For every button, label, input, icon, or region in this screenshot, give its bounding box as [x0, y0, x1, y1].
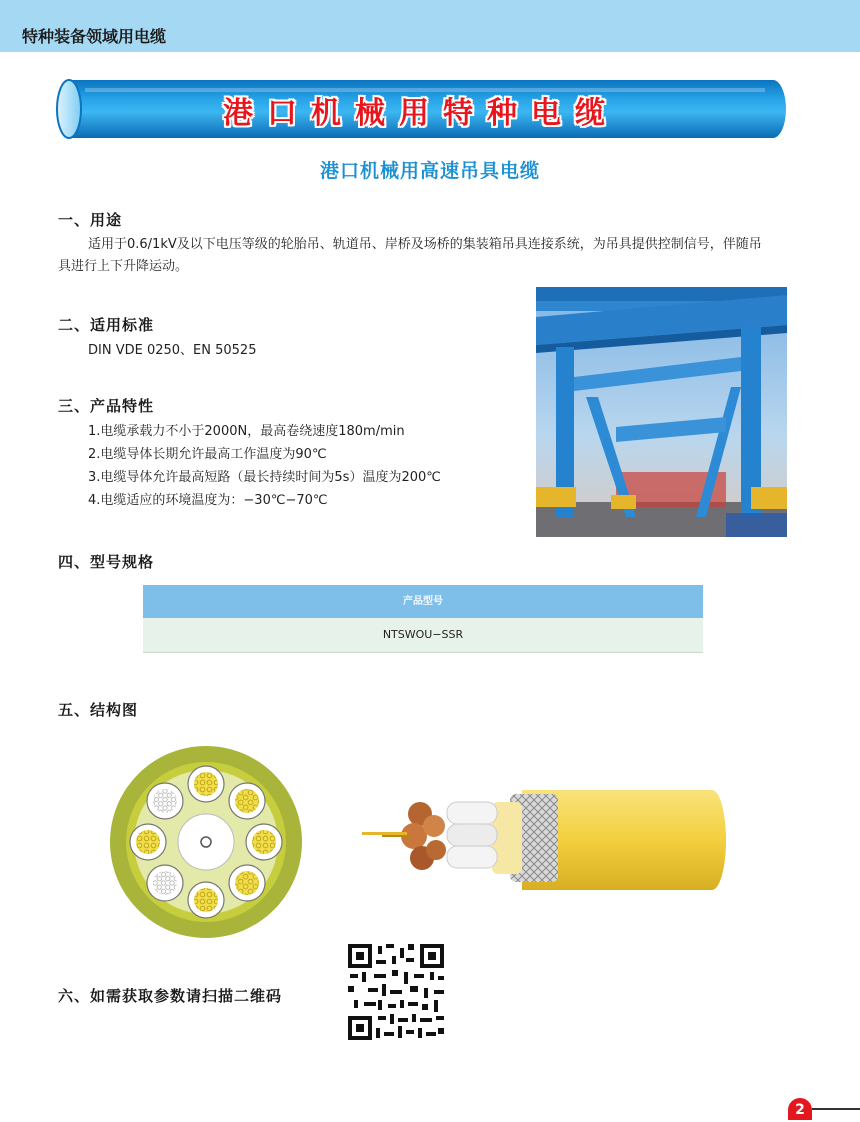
standard-text: DIN VDE 0250、EN 50525 — [88, 343, 257, 358]
feature-item: 1.电缆承载力不小于2000N，最高卷绕速度180m/min — [88, 424, 405, 439]
product-subtitle: 港口机械用高速吊具电缆 — [319, 160, 540, 182]
usage-heading: 一、用途 — [58, 211, 123, 229]
banner-title: 港口机械用特种电缆 — [223, 96, 619, 131]
spec-table — [143, 585, 703, 653]
page-number: 2 — [788, 1098, 812, 1120]
cable-cross-section-diagram — [108, 744, 304, 940]
spec-heading: 四、型号规格 — [58, 553, 155, 571]
qrcode-heading: 六、如需获取参数请扫描二维码 — [58, 987, 283, 1005]
port-crane-photo — [536, 287, 787, 537]
usage-text-line2: 具进行上下升降运动。 — [58, 259, 189, 274]
top-bar — [0, 0, 860, 52]
page-number-rule — [812, 1108, 860, 1110]
usage-text-line1: 适用于0.6/1kV及以下电压等级的轮胎吊、轨道吊、岸桥及场桥的集装箱吊具连接系统，为吊具提供控制信号，伴随吊 — [88, 237, 762, 252]
qr-code[interactable] — [348, 944, 444, 1040]
standard-heading: 二、适用标准 — [58, 316, 155, 334]
table-header: 产品型号 — [143, 585, 703, 618]
table-row: NTSWOU−SSR — [143, 618, 703, 653]
cable-3d-illustration — [362, 780, 732, 890]
feature-item: 4.电缆适应的环境温度为：−30℃−70℃ — [88, 493, 328, 508]
feature-item: 2.电缆导体长期允许最高工作温度为90℃ — [88, 447, 327, 462]
features-heading: 三、产品特性 — [58, 397, 155, 415]
feature-item: 3.电缆导体允许最高短路（最长持续时间为5s）温度为200℃ — [88, 470, 441, 485]
structure-heading: 五、结构图 — [58, 701, 139, 719]
category-label: 特种装备领域用电缆 — [22, 27, 167, 46]
